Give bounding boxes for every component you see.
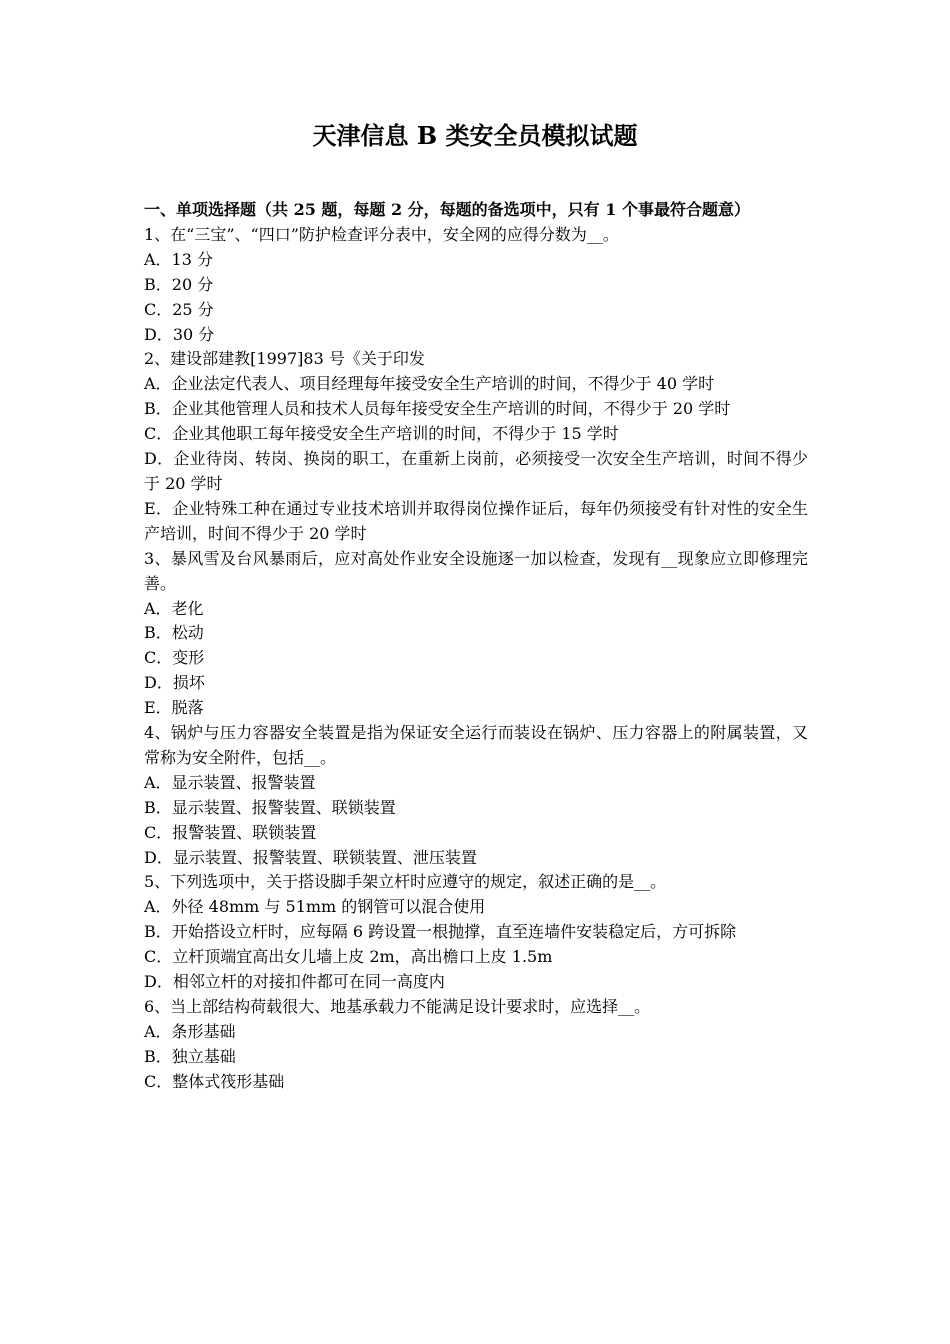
- question-5-option-a: A．外径 48mm 与 51mm 的钢管可以混合使用: [144, 897, 486, 917]
- question-3-option-a: A．老化: [144, 598, 204, 618]
- question-6: 6、当上部结构荷载很大、地基承载力不能满足设计要求时，应选择__。: [144, 997, 651, 1016]
- question-2-option-c: C．企业其他职工每年接受安全生产培训的时间，不得少于 15 学时: [144, 424, 619, 444]
- question-4-option-c: C．报警装置、联锁装置: [144, 822, 317, 842]
- exam-content: [144, 198, 808, 1095]
- question-4-option-b: B．显示装置、报警装置、联锁装置: [144, 797, 396, 817]
- question-1-option-a: A．13 分: [144, 249, 214, 269]
- question-2-option-a: A．企业法定代表人、项目经理每年接受安全生产培训的时间，不得少于 40 学时: [144, 374, 715, 394]
- question-6-option-c: C．整体式筏形基础: [144, 1071, 285, 1091]
- question-2-option-d: D．企业待岗、转岗、换岗的职工，在重新上岗前，必须接受一次安全生产培训，时间不得少于 20 学时: [144, 449, 808, 493]
- question-4-option-a: A．显示装置、报警装置: [144, 772, 316, 792]
- question-3-option-d: D．损坏: [144, 673, 205, 693]
- question-2: 2、建设部建教[1997]83 号《关于印发: [144, 349, 425, 369]
- question-6-option-b: B．独立基础: [144, 1046, 236, 1066]
- question-5-option-d: D．相邻立杆的对接扣件都可在同一高度内: [144, 972, 445, 992]
- question-4: 4、锅炉与压力容器安全装置是指为保证安全运行而装设在锅炉、压力容器上的附属装置，又常称为安全附件，包括__。: [144, 723, 808, 767]
- question-2-option-b: B．企业其他管理人员和技术人员每年接受安全生产培训的时间，不得少于 20 学时: [144, 399, 731, 419]
- question-1: 1、在“三宝”、“四口”防护检查评分表中，安全网的应得分数为__。: [144, 224, 619, 244]
- page-title: 天津信息 B 类安全员模拟试题: [312, 121, 638, 150]
- question-3-option-b: B．松动: [144, 623, 204, 643]
- question-6-option-a: A．条形基础: [144, 1021, 236, 1041]
- question-5-option-b: B．开始搭设立杆时，应每隔 6 跨设置一根抛撑，直至连墙件安装稳定后，方可拆除: [144, 922, 737, 942]
- question-1-option-b: B．20 分: [144, 274, 214, 294]
- question-1-option-c: C．25 分: [144, 299, 214, 319]
- question-2-option-e: E．企业特殊工种在通过专业技术培训并取得岗位操作证后，每年仍须接受有针对性的安全生产培训，时间不得少于 20 学时: [144, 498, 808, 543]
- question-3-option-c: C．变形: [144, 648, 205, 668]
- section-heading: 一、单项选择题（共 25 题，每题 2 分，每题的备选项中，只有 1 个事最符合题意）: [144, 200, 750, 219]
- question-3: 3、暴风雪及台风暴雨后，应对高处作业安全设施逐一加以检查，发现有__现象应立即修理完善。: [144, 548, 808, 593]
- question-5-option-c: C．立杆顶端宜高出女儿墙上皮 2m，高出檐口上皮 1.5m: [144, 947, 553, 967]
- question-3-option-e: E．脱落: [144, 698, 204, 718]
- question-5: 5、下列选项中，关于搭设脚手架立杆时应遵守的规定，叙述正确的是__。: [144, 872, 667, 892]
- question-1-option-d: D．30 分: [144, 324, 215, 344]
- question-4-option-d: D．显示装置、报警装置、联锁装置、泄压装置: [144, 847, 477, 867]
